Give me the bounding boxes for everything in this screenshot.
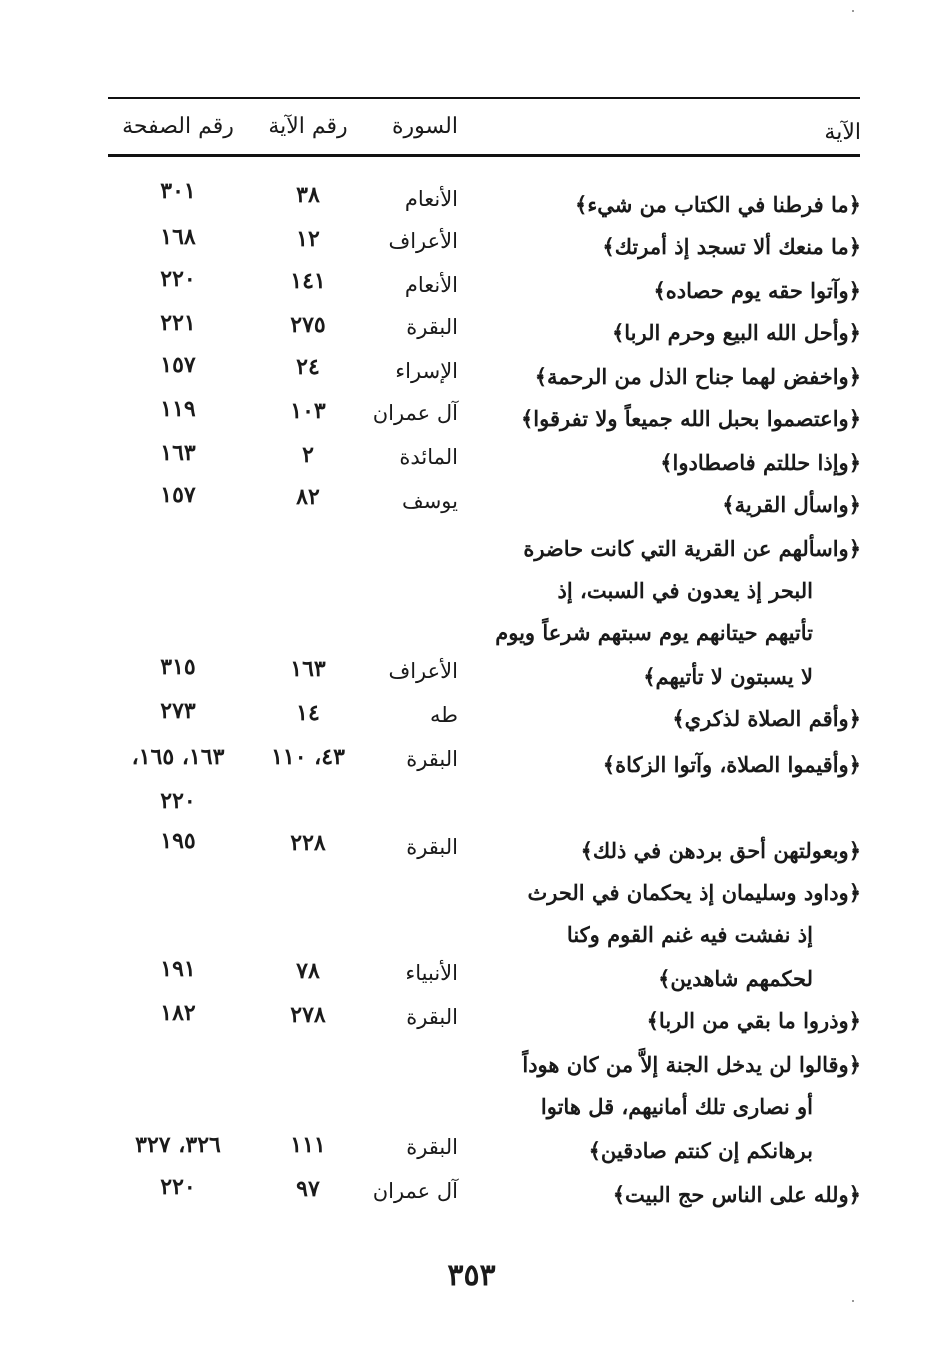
- page-number: ١٩١: [160, 956, 196, 982]
- ayah-number: ١٤: [296, 700, 320, 726]
- surah-name: آل عمران: [372, 1179, 458, 1203]
- ayah-text: ﴿وذروا ما بقي من الربا﴾: [646, 1008, 861, 1033]
- ayah-number: ٢: [302, 442, 314, 468]
- surah-name: البقرة: [406, 315, 458, 339]
- page-number: ٣٠١: [160, 178, 196, 204]
- margin-mark: [852, 1300, 854, 1302]
- ayah-number: ٢٧٥: [290, 312, 326, 338]
- ayah-text-line: ﴿واسألهم عن القرية التي كانت حاضرة: [523, 536, 861, 561]
- ayah-text-line: أو نصارى تلك أمانيهم، قل هاتوا: [540, 1094, 813, 1119]
- surah-name: المائدة: [399, 445, 458, 469]
- page-number: ٣٢٦، ٣٢٧: [135, 1132, 221, 1158]
- ayah-number: ٧٨: [296, 958, 320, 984]
- ayah-number: ٤٣، ١١٠: [271, 744, 345, 770]
- ayah-text-line: تأتيهم حيتانهم يوم سبتهم شرعاً ويوم: [495, 620, 813, 645]
- ayah-number: ٨٢: [296, 484, 320, 510]
- surah-name: البقرة: [406, 1005, 458, 1029]
- ayah-text: ﴿وأقم الصلاة لذكري﴾: [672, 706, 861, 731]
- ayah-number: ٢٧٨: [290, 1002, 326, 1028]
- page-number: ١٩٥: [160, 828, 196, 854]
- ayah-number: ١٤١: [290, 268, 326, 294]
- ayah-text: ﴿ما فرطنا في الكتاب من شيء﴾: [575, 192, 861, 217]
- ayah-number: ١٢: [296, 226, 320, 252]
- surah-name: الإسراء: [395, 359, 458, 383]
- page-number: ١٦٨: [160, 224, 196, 250]
- ayah-number: ١١١: [290, 1132, 326, 1158]
- surah-name: البقرة: [406, 1135, 458, 1159]
- page-number: ١٥٧: [160, 482, 196, 508]
- surah-name: طه: [430, 703, 458, 727]
- surah-name: يوسف: [401, 489, 458, 513]
- surah-name: البقرة: [406, 835, 458, 859]
- ayah-text: ﴿واعتصموا بحبل الله جميعاً ولا تفرقوا﴾: [520, 406, 861, 431]
- surah-name: الأعراف: [388, 229, 458, 253]
- ayah-number: ١٦٣: [290, 656, 326, 682]
- header-rule: [108, 154, 860, 157]
- page-number: ١٦٣: [160, 440, 196, 466]
- ayah-text: ﴿وإذا حللتم فاصطادوا﴾: [660, 450, 861, 475]
- ayah-text: ﴿وأحل الله البيع وحرم الربا﴾: [611, 320, 861, 345]
- ayah-number: ٩٧: [296, 1176, 320, 1202]
- ayah-number: ١٠٣: [290, 398, 326, 424]
- ayah-text: ﴿وبعولتهن أحق بردهن في ذلك﴾: [580, 838, 861, 863]
- ayah-text-line: إذ نفشت فيه غنم القوم وكنا: [566, 922, 813, 947]
- ayah-number: ٢٤: [296, 354, 320, 380]
- ayah-text: ﴿ولله على الناس حج البيت﴾: [612, 1182, 861, 1207]
- page-number: ١١٩: [160, 396, 196, 422]
- ayah-text: ﴿واسأل القرية﴾: [722, 492, 861, 517]
- footer-page-number: ٣٥٣: [447, 1258, 496, 1293]
- header-surah: السورة: [392, 114, 458, 139]
- page-number: ٢٢٠: [160, 1174, 196, 1200]
- ayah-text-line: البحر إذ يعدون في السبت، إذ: [557, 578, 813, 603]
- surah-name: آل عمران: [372, 401, 458, 425]
- ayah-text-line: لحكمهم شاهدين﴾: [658, 966, 813, 991]
- page-number: ١٥٧: [160, 352, 196, 378]
- ayah-text: ﴿وأقيموا الصلاة، وآتوا الزكاة﴾: [602, 752, 861, 777]
- ayah-text: ﴿واخفض لهما جناح الذل من الرحمة﴾: [534, 364, 861, 389]
- ayah-text-line: ﴿وقالوا لن يدخل الجنة إلاَّ من كان هوداً: [522, 1052, 861, 1077]
- ayah-number: ٢٢٨: [290, 830, 326, 856]
- ayah-number: ٣٨: [296, 182, 320, 208]
- surah-name: الأنبياء: [405, 961, 458, 985]
- header-ayah-number: رقم الآية: [268, 114, 348, 139]
- page-number: ٢٧٣: [160, 698, 196, 724]
- page-number: ١٨٢: [160, 1000, 196, 1026]
- page-number: ٣١٥: [160, 654, 196, 680]
- ayah-text: ﴿وآتوا حقه يوم حصاده﴾: [653, 278, 861, 303]
- ayah-text-line: لا يسبتون لا تأتيهم﴾: [643, 664, 813, 689]
- page-number: ٢٢١: [160, 310, 196, 336]
- header-ayah: الآية: [824, 120, 861, 145]
- page-number: ٢٢٠: [160, 266, 196, 292]
- page-number-line: ٢٢٠: [160, 788, 196, 814]
- surah-name: البقرة: [406, 747, 458, 771]
- ayah-text-line: برهانكم إن كنتم صادقين﴾: [588, 1138, 813, 1163]
- ayah-text-line: ﴿وداود وسليمان إذ يحكمان في الحرث: [527, 880, 861, 905]
- surah-name: الأنعام: [404, 187, 458, 211]
- margin-mark: [852, 10, 854, 12]
- surah-name: الأعراف: [388, 659, 458, 683]
- header-page-number: رقم الصفحة: [122, 114, 234, 139]
- ayah-text: ﴿ما منعك ألا تسجد إذ أمرتك﴾: [602, 234, 861, 259]
- page-number-line: ١٦٣، ١٦٥،: [131, 744, 225, 770]
- surah-name: الأنعام: [404, 273, 458, 297]
- top-rule: [108, 97, 860, 99]
